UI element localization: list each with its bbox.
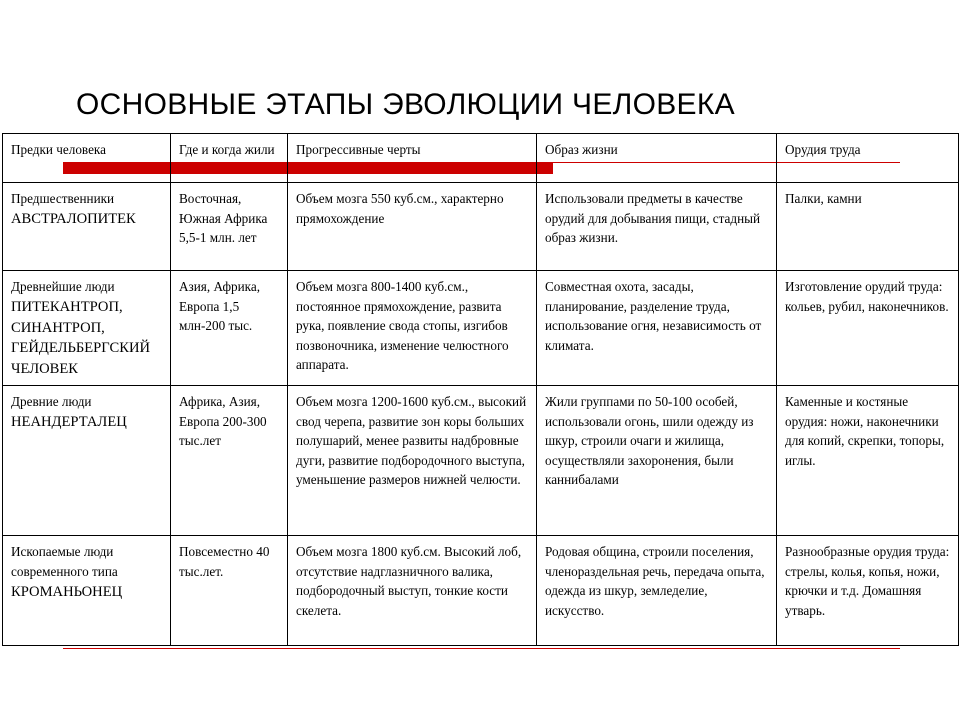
table-row [3, 536, 959, 646]
table-row [3, 183, 959, 271]
ancestor-group: Предшественники [11, 191, 115, 206]
table-header-row [3, 134, 959, 183]
cell-tools: Разнообразные орудия труда: стрелы, колья, копья, ножи, крючки и т.д. Домашняя утварь. [777, 536, 959, 646]
cell-ancestor [3, 183, 171, 271]
cell-tools: Палки, камни [777, 183, 959, 271]
table-row [3, 271, 959, 386]
ancestor-name: ПИТЕКАНТРОП, СИНАНТРОП, ГЕЙДЕЛЬБЕРГСКИЙ ЧЕЛОВЕК [11, 299, 151, 377]
cell-ancestor [3, 386, 171, 536]
cell-traits: Объем мозга 1200-1600 куб.см., высокий свод черепа, развитие зон коры больших полушарий, менее развиты надбровные дуги, развитие подбородочного выступа, уменьшение размеров нижней челюсти. [288, 386, 537, 536]
header-traits: Прогрессивные черты [288, 134, 537, 183]
header-ancestors: Предки человека [3, 134, 171, 183]
ancestor-name: АВСТРАЛОПИТЕК [11, 211, 136, 227]
slide-title: ОСНОВНЫЕ ЭТАПЫ ЭВОЛЮЦИИ ЧЕЛОВЕКА [76, 88, 735, 121]
cell-life: Совместная охота, засады, планирование, разделение труда, использование огня, независимость от климата. [537, 271, 777, 386]
cell-traits: Объем мозга 800-1400 куб.см., постоянное прямохождение, развита рука, появление свода стопы, изгибов позвоночника, изменение челюстного аппарата. [288, 271, 537, 386]
header-way-of-life: Образ жизни [537, 134, 777, 183]
cell-where: Африка, Азия, Европа 200-300 тыс.лет [171, 386, 288, 536]
decorative-red-line-bottom [63, 648, 900, 649]
cell-traits: Объем мозга 550 куб.см., характерно прямохождение [288, 183, 537, 271]
evolution-table [2, 133, 958, 646]
ancestor-group: Древние люди [11, 394, 92, 409]
header-where-when: Где и когда жили [171, 134, 288, 183]
table-row [3, 386, 959, 536]
ancestor-group: Ископаемые люди современного типа [11, 544, 118, 579]
cell-where: Азия, Африка, Европа 1,5 млн-200 тыс. [171, 271, 288, 386]
ancestor-name: НЕАНДЕРТАЛЕЦ [11, 414, 127, 430]
cell-life: Родовая община, строили поселения, членораздельная речь, передача опыта, одежда из шкур, земледелие, искусство. [537, 536, 777, 646]
cell-where: Повсеместно 40 тыс.лет. [171, 536, 288, 646]
header-tools: Орудия труда [777, 134, 959, 183]
cell-ancestor [3, 536, 171, 646]
ancestor-group: Древнейшие люди [11, 279, 115, 294]
cell-tools: Изготовление орудий труда: кольев, рубил, наконечников. [777, 271, 959, 386]
ancestor-name: КРОМАНЬОНЕЦ [11, 584, 123, 600]
cell-ancestor [3, 271, 171, 386]
cell-tools: Каменные и костяные орудия: ножи, наконечники для копий, скрепки, топоры, иглы. [777, 386, 959, 536]
cell-where: Восточная, Южная Африка 5,5-1 млн. лет [171, 183, 288, 271]
cell-life: Использовали предметы в качестве орудий для добывания пищи, стадный образ жизни. [537, 183, 777, 271]
cell-traits: Объем мозга 1800 куб.см. Высокий лоб, отсутствие надглазничного валика, подбородочный выступ, тонкие кости скелета. [288, 536, 537, 646]
cell-life: Жили группами по 50-100 особей, использовали огонь, шили одежду из шкур, строили очаги и жилища, осуществляли захоронения, были каннибалами [537, 386, 777, 536]
